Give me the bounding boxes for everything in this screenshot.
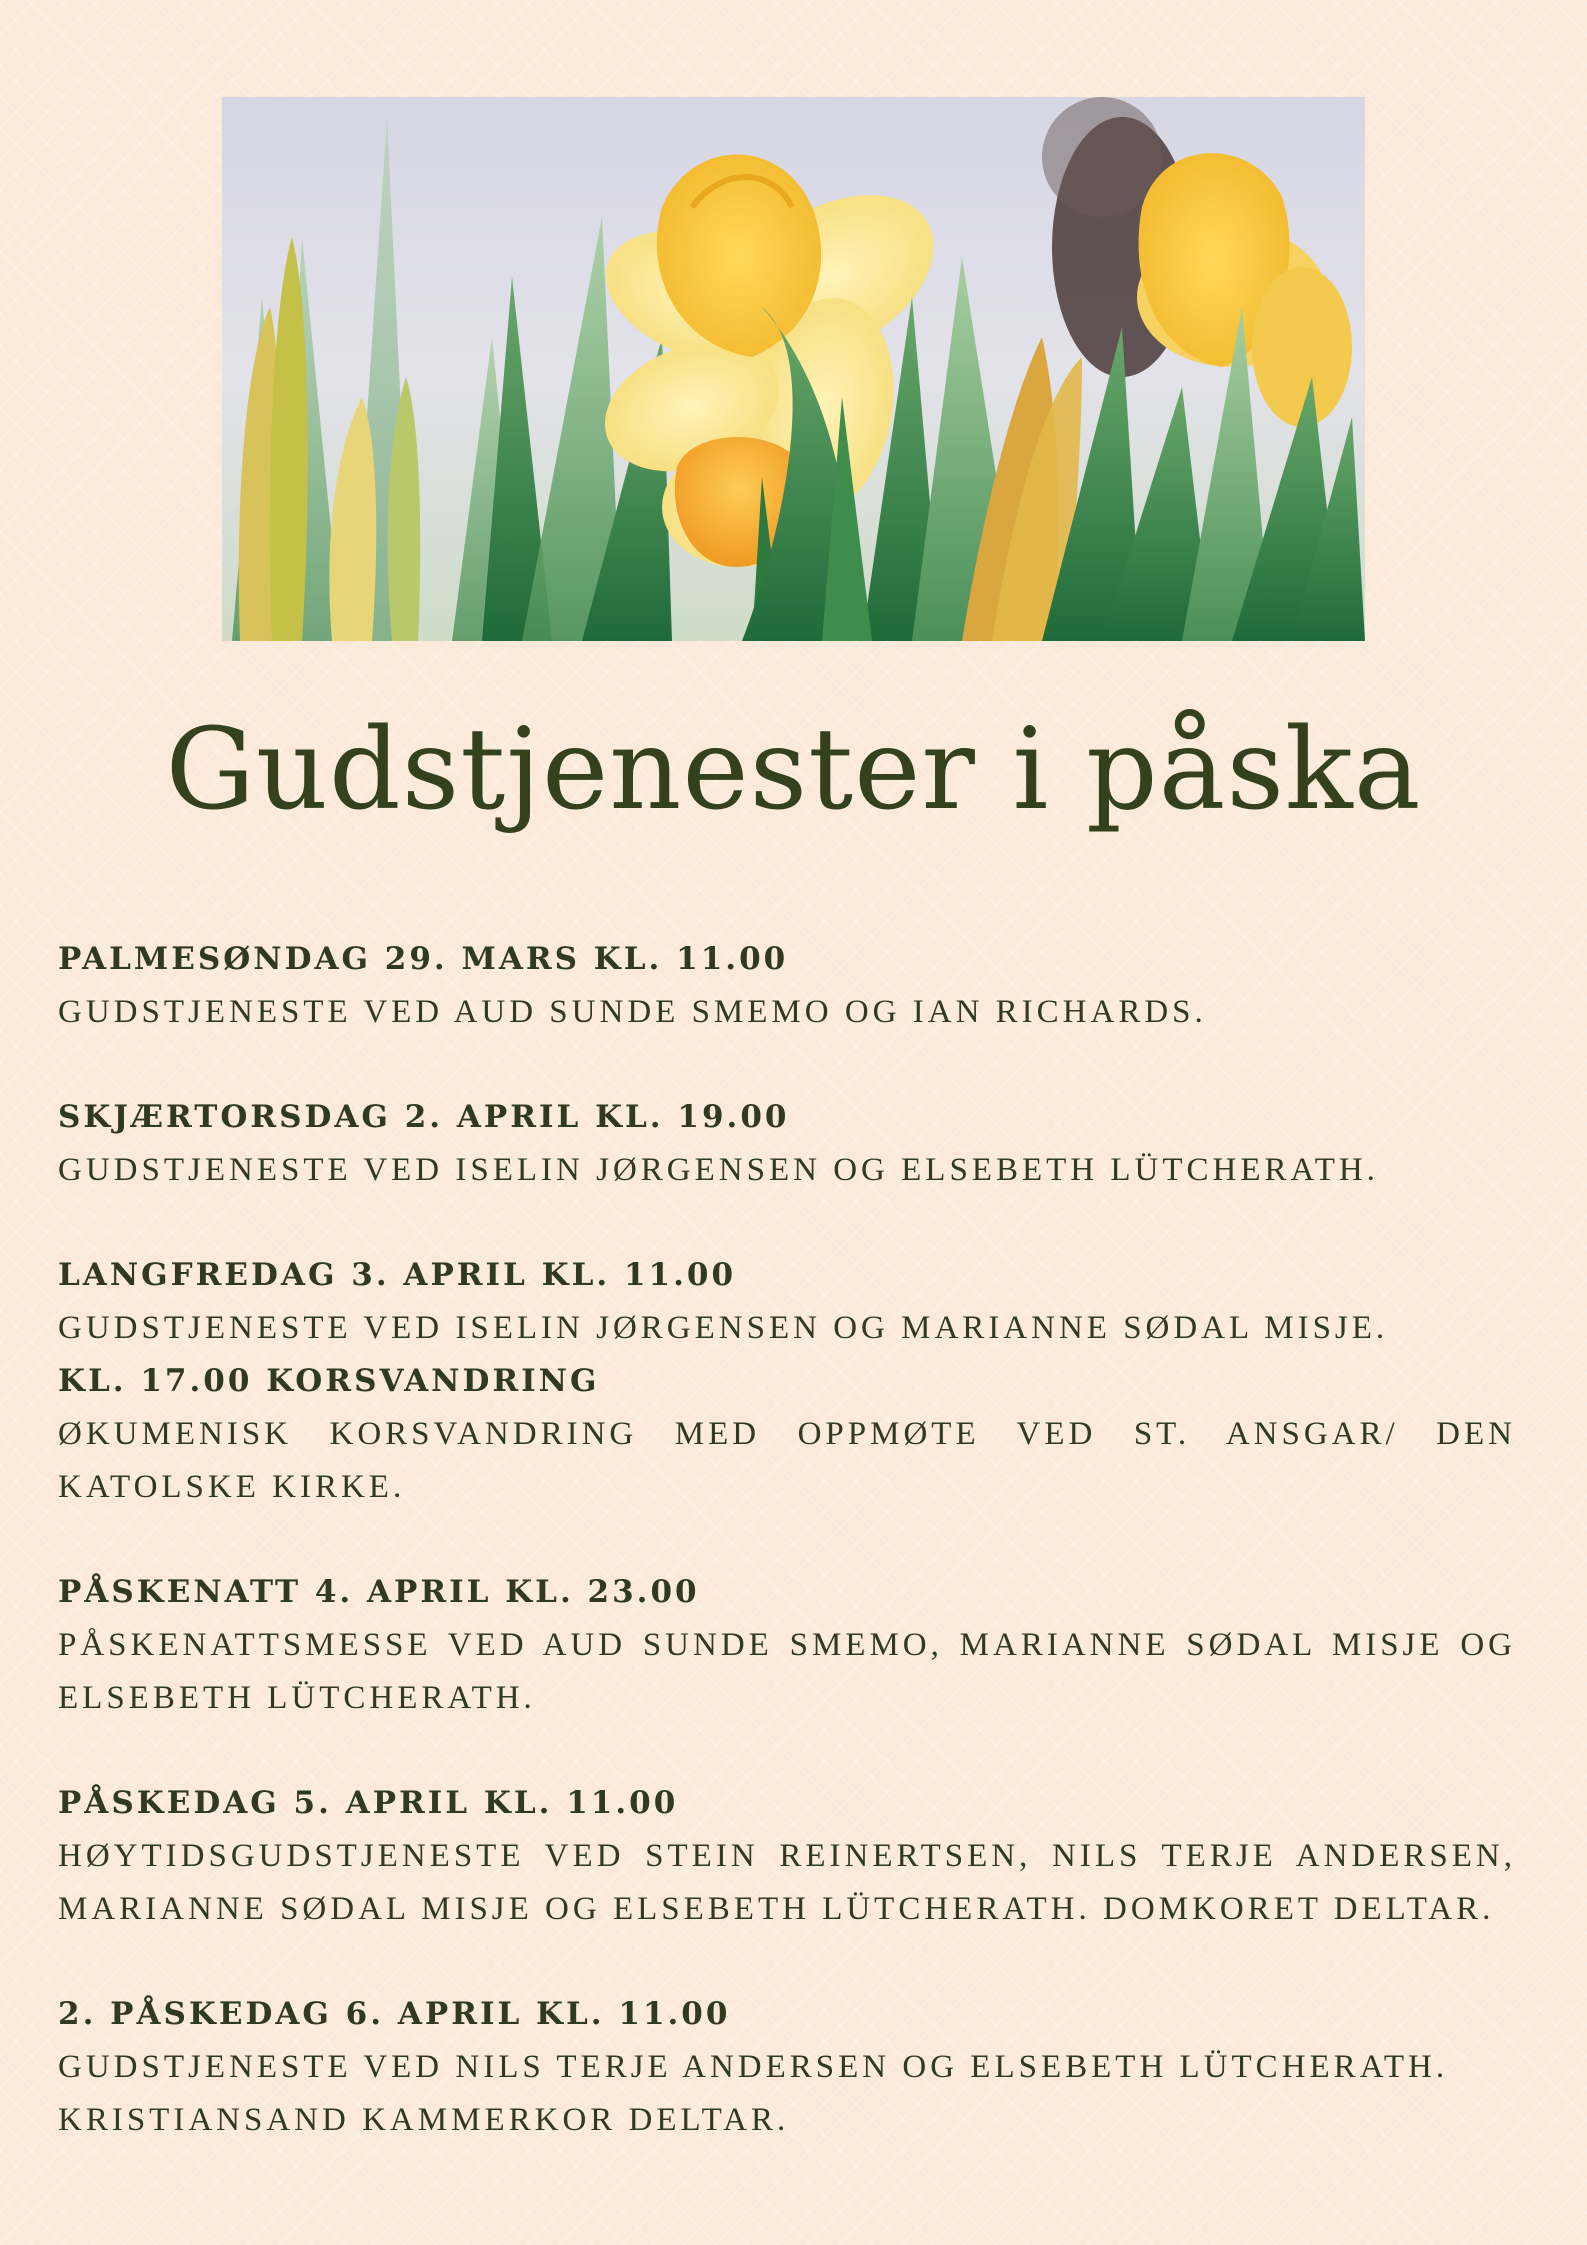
event-heading: PÅSKENATT 4. APRIL KL. 23.00	[58, 1574, 700, 1610]
event-sub-description: ØKUMENISK KORSVANDRING MED OPPMØTE VED ST. ANSGAR/ DEN KATOLSKE KIRKE.	[58, 1416, 1516, 1505]
event-paskenatt	[58, 1566, 1516, 1725]
daffodils-photo	[222, 97, 1365, 641]
event-description: GUDSTJENESTE VED ISELIN JØRGENSEN OG MARIANNE SØDAL MISJE.	[58, 1310, 1389, 1346]
service-schedule	[58, 933, 1516, 2199]
event-description: GUDSTJENESTE VED AUD SUNDE SMEMO OG IAN RICHARDS.	[58, 994, 1207, 1030]
event-description: GUDSTJENESTE VED ISELIN JØRGENSEN OG ELSEBETH LÜTCHERATH.	[58, 1152, 1379, 1188]
daffodils-image	[222, 97, 1365, 641]
event-heading: PÅSKEDAG 5. APRIL KL. 11.00	[58, 1785, 679, 1821]
event-andre-paskedag	[58, 1988, 1516, 2147]
event-heading: 2. PÅSKEDAG 6. APRIL KL. 11.00	[58, 1996, 731, 2032]
event-description: PÅSKENATTSMESSE VED AUD SUNDE SMEMO, MARIANNE SØDAL MISJE OG ELSEBETH LÜTCHERATH.	[58, 1627, 1516, 1716]
event-description-line-2: KRISTIANSAND KAMMERKOR DELTAR.	[58, 2102, 790, 2138]
event-heading: LANGFREDAG 3. APRIL KL. 11.00	[58, 1257, 737, 1293]
event-langfredag	[58, 1249, 1516, 1514]
page-title: Gudstjenester i påska	[165, 705, 1422, 835]
event-paskedag	[58, 1777, 1516, 1936]
event-skjaertorsdag	[58, 1091, 1516, 1197]
event-description: HØYTIDSGUDSTJENESTE VED STEIN REINERTSEN, NILS TERJE ANDERSEN, MARIANNE SØDAL MISJE OG ELSEBETH LÜTCHERATH. DOMKORET DELTAR.	[58, 1838, 1516, 1927]
event-heading: SKJÆRTORSDAG 2. APRIL KL. 19.00	[58, 1099, 790, 1135]
event-sub-heading: KL. 17.00 KORSVANDRING	[58, 1363, 600, 1399]
event-palmesondag	[58, 933, 1516, 1039]
event-description: GUDSTJENESTE VED NILS TERJE ANDERSEN OG ELSEBETH LÜTCHERATH.	[58, 2049, 1449, 2085]
event-heading: PALMESØNDAG 29. MARS KL. 11.00	[58, 941, 789, 977]
